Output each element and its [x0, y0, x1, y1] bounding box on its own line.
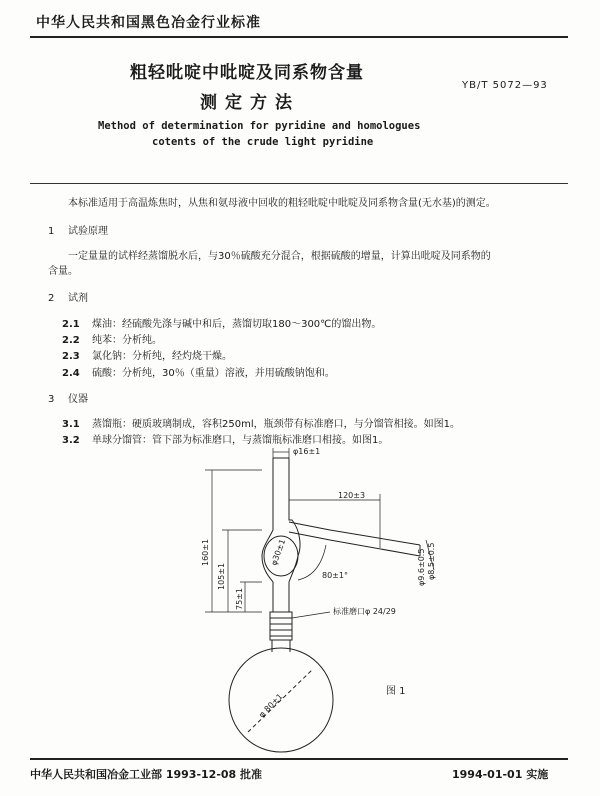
item-2-3-text: 氯化钠：分析纯，经灼烧干燥。: [92, 351, 232, 362]
item-2-1-number: 2.1: [62, 319, 80, 330]
dim-top-label: φ16±1: [293, 447, 321, 456]
english-title-line1: Method of determination for pyridine and homologues: [98, 120, 421, 132]
item-3-2-text: 单球分馏管：管下部为标准磨口，与蒸馏瓶标准磨口相接。如图1。: [92, 435, 389, 446]
item-3-2-number: 3.2: [62, 435, 80, 446]
section-2-number: 2: [48, 293, 55, 304]
dim-outlet-b-label: φ9.6±0.5: [417, 548, 426, 586]
section-1-number: 1: [48, 226, 55, 237]
implementation-date: 1994-01-01 实施: [452, 768, 549, 781]
dim-outlet-label: φ8.5±0.5: [427, 542, 436, 580]
section-1-text-line1: 一定量量的试样经蒸馏脱水后，与30％硫酸充分混合，根据硫酸的增量，计算出吡啶及同系物的: [68, 251, 491, 262]
dim-total-height-label: 160±1: [201, 538, 210, 566]
item-2-3-number: 2.3: [62, 351, 80, 362]
standard-number: YB/T 5072—93: [462, 80, 548, 91]
item-3-1-text: 蒸馏瓶：硬质玻璃制成，容积250ml，瓶颈带有标准磨口，与分馏管相接。如图1。: [92, 419, 460, 430]
section-3-title: 仪器: [68, 394, 88, 405]
dim-lower-height-label: 75±1: [235, 588, 244, 610]
side-arm-bottom: [289, 532, 420, 556]
dim-mid-height-label: 105±1: [217, 562, 226, 590]
section-2-title: 试剂: [68, 293, 88, 304]
side-arm-top: [289, 522, 420, 545]
tube-left-wall: [262, 458, 273, 612]
section-1-text-line2: 含量。: [48, 266, 78, 277]
figure-caption: 图 1: [386, 686, 406, 697]
document-title-line2: 测定方法: [200, 93, 300, 113]
section-3-number: 3: [48, 394, 55, 405]
dim-bulb-label: φ30±1: [269, 537, 288, 567]
item-2-4-number: 2.4: [62, 368, 80, 379]
section-1-title: 试验原理: [68, 226, 108, 237]
joint-label: 标准磨口φ 24/29: [333, 607, 396, 616]
dim-flask-label: φ 80±1: [257, 691, 285, 720]
item-2-4-text: 硫酸：分析纯，30％（重量）溶液，并用硫酸钠饱和。: [92, 368, 335, 379]
english-title-line2: cotents of the crude light pyridine: [152, 136, 374, 148]
item-3-1-number: 3.1: [62, 419, 80, 430]
approval-note: 中华人民共和国冶金工业部 1993-12-08 批准: [30, 768, 263, 781]
tube-right-wall: [289, 458, 300, 612]
item-2-1-text: 煤油：经硫酸先涤与碱中和后，蒸馏切取180～300℃的馏出物。: [92, 319, 382, 330]
footer-divider: [30, 758, 568, 760]
document-title-line1: 粗轻吡啶中吡啶及同系物含量: [130, 63, 364, 83]
standard-category-header: 中华人民共和国黑色冶金行业标准: [36, 15, 261, 31]
item-2-2-text: 纯苯：分析纯。: [92, 335, 162, 346]
dim-horizontal-label: 120±3: [338, 491, 366, 500]
intro-paragraph: 本标准适用于高温炼焦时，从焦和氨母液中回收的粗轻吡啶中吡啶及同系物含量(无水基)的测定。: [68, 198, 496, 209]
dim-angle-label: 80±1°: [322, 571, 348, 580]
item-2-2-number: 2.2: [62, 335, 80, 346]
